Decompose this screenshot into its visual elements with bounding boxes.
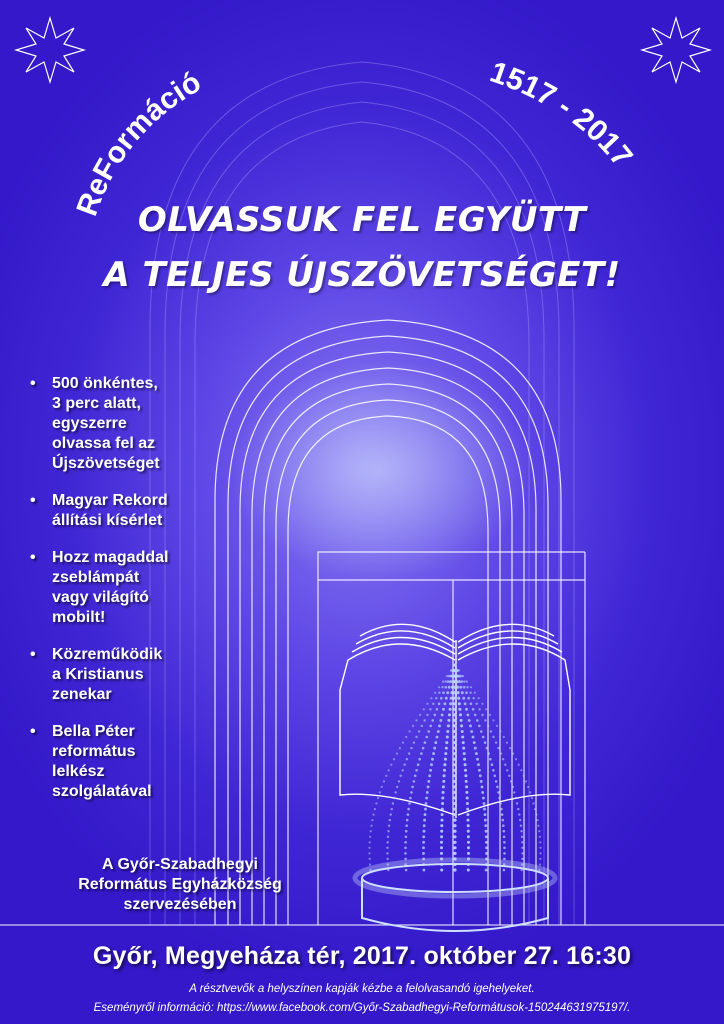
bullet-line: Újszövetséget [52, 455, 160, 472]
bullet-line: Bella Péter [52, 723, 135, 740]
bullet-dot: • [30, 646, 36, 663]
bullet-line: zseblámpát [52, 569, 140, 586]
bullet-line: Hozz magaddal [52, 549, 169, 566]
organizer-line: Református Egyházközség [78, 876, 282, 893]
bullet-line: Közreműködik [52, 646, 163, 663]
organizer-text [30, 855, 330, 915]
organizer-line: A Győr-Szabadhegyi [102, 856, 258, 873]
bullet-line: a Kristianus [52, 666, 144, 683]
bullet-line: állítási kísérlet [52, 512, 163, 529]
bullet-item [28, 548, 258, 628]
bullet-item [28, 722, 258, 802]
bullet-dot: • [30, 549, 36, 566]
bullet-line: vagy világító [52, 589, 149, 606]
bullet-dot: • [30, 723, 36, 740]
light-fountain-dots [368, 663, 541, 871]
bullet-line: Magyar Rekord [52, 492, 168, 509]
bullet-line: olvassa fel az [52, 435, 156, 452]
bullet-line: egyszerre [52, 415, 127, 432]
brand-arc-text: ReFormáció [70, 65, 207, 221]
headline-line2: A TELJES ÚJSZÖVETSÉGET! [103, 255, 621, 295]
bullet-item [28, 491, 258, 531]
bullet-dot: • [30, 492, 36, 509]
bullet-item [28, 645, 258, 705]
bullet-line: lelkész [52, 763, 105, 780]
feature-bullet-list [28, 374, 258, 819]
bullet-line: mobilt! [52, 609, 106, 626]
note-line1: A résztvevők a helyszínen kapják kézbe a felolvasandó igehelyeket. [189, 983, 535, 995]
bullet-line: szolgálatával [52, 783, 152, 800]
bullet-line: 500 önkéntes, [52, 375, 158, 392]
headline-line1: OLVASSUK FEL EGYÜTT [137, 200, 587, 240]
bullet-line: református [52, 743, 136, 760]
event-details: Győr, Megyeháza tér, 2017. október 27. 16:30 [92, 942, 632, 970]
bullet-dot: • [30, 375, 36, 392]
bullet-line: zenekar [52, 686, 112, 703]
bullet-item [28, 374, 258, 474]
event-info-link[interactable]: Eseményről információ: https://www.facebook.com/Győr-Szabadhegyi-Reformátusok-150244631975197/. [93, 1002, 631, 1014]
bullet-line: 3 perc alatt, [52, 395, 141, 412]
years-arc-text: 1517 - 2017 [485, 55, 639, 174]
organizer-line: szervezésében [123, 896, 237, 913]
